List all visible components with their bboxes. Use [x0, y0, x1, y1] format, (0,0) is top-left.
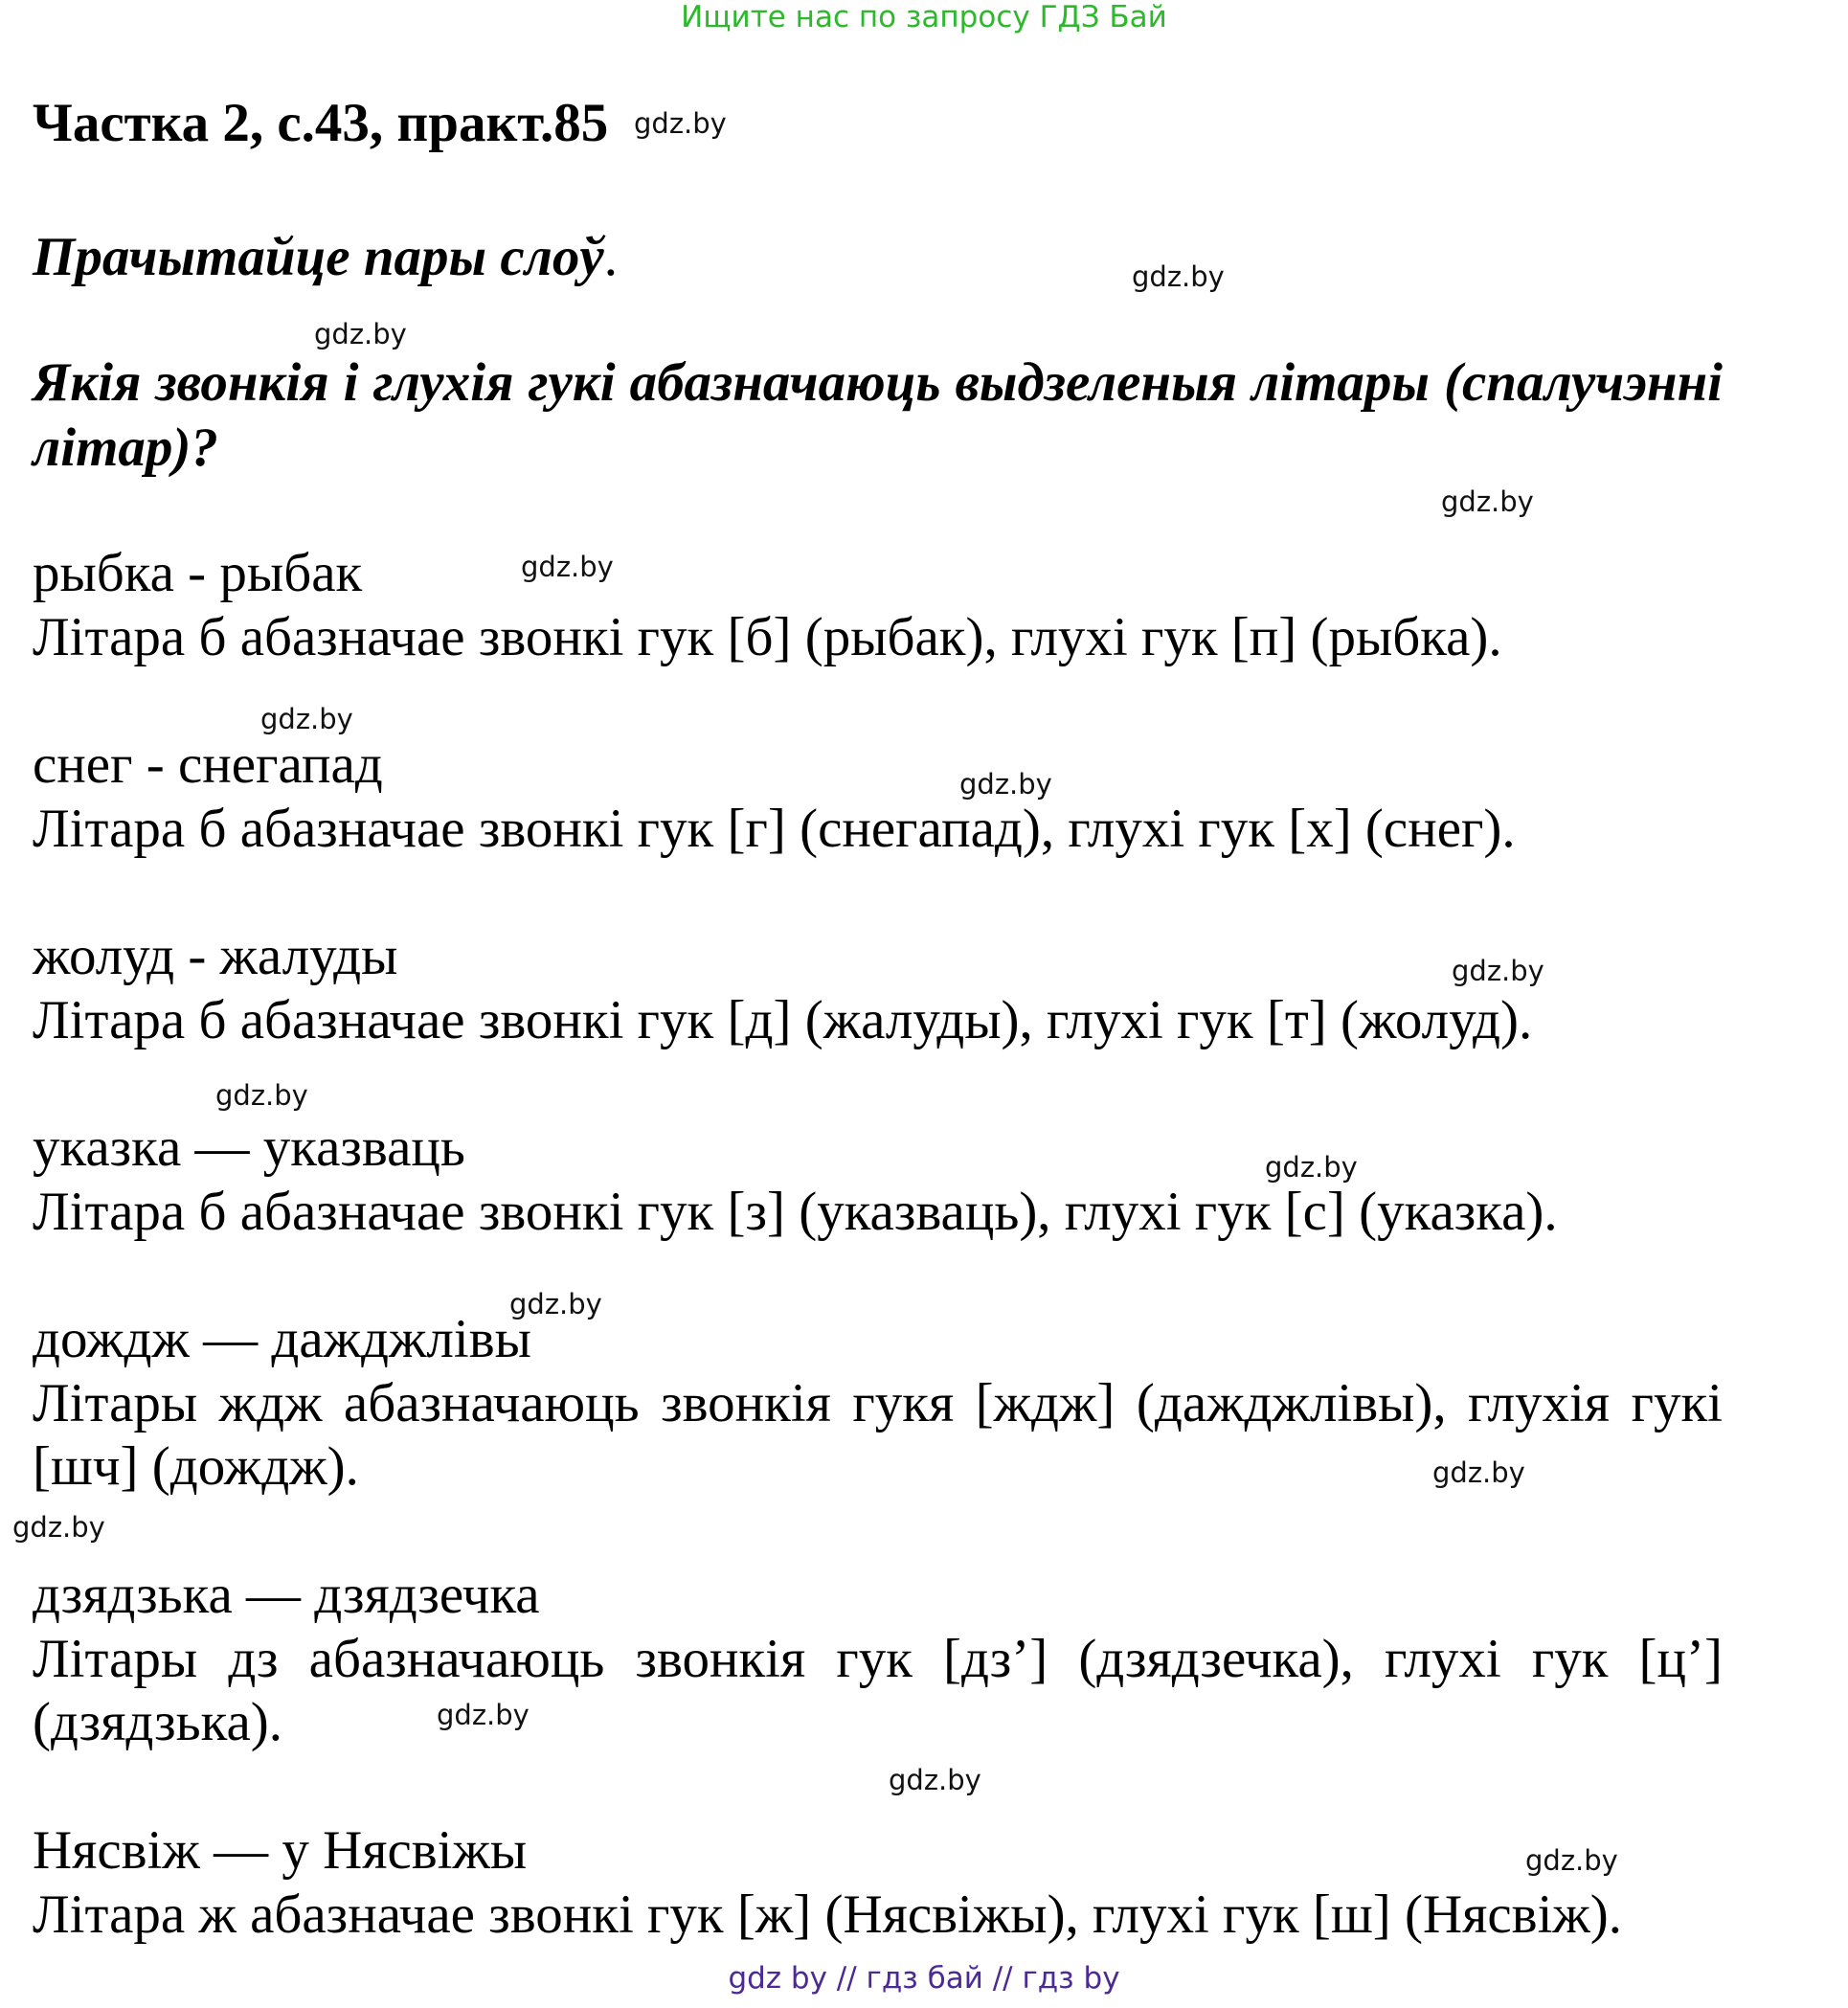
watermark: gdz.by — [1432, 1456, 1525, 1489]
top-banner: Ищите нас по запросу ГДЗ Бай — [681, 0, 1167, 34]
watermark: gdz.by — [509, 1288, 602, 1320]
task-instruction — [33, 226, 618, 289]
word-pair: дзядзька — дзядзечка — [33, 1565, 540, 1625]
watermark: gdz.by — [1441, 485, 1534, 518]
watermark: gdz.by — [634, 107, 727, 140]
answer-text: Літара б абазначае звонкі гук [б] (рыбак), глухі гук [п] (рыбка). — [33, 607, 1502, 667]
task-text: Прачытайце пары слоў — [33, 227, 604, 287]
watermark: gdz.by — [959, 768, 1052, 801]
answer-text: Літара ж абазначае звонкі гук [ж] (Нясвіжы), глухі гук [ш] (Нясвіж). — [33, 1884, 1623, 1945]
task-question: Якія звонкія і глухія гукі абазначаюць выдзеленыя літары (спалучэнні літар)? — [33, 352, 1723, 478]
watermark: gdz.by — [521, 551, 614, 583]
watermark: gdz.by — [437, 1699, 530, 1731]
footer-watermark: gdz by // гдз бай // гдз by — [728, 1961, 1120, 1996]
word-pair: Нясвіж — у Нясвіжы — [33, 1820, 528, 1881]
word-pair: жолуд - жалуды — [33, 926, 398, 986]
watermark: gdz.by — [314, 318, 407, 350]
answer-text: Літары дз абазначаюць звонкія гук [дз’] (дзядзечка), глухі гук [ц’] (дзядзька). — [33, 1629, 1723, 1752]
watermark: gdz.by — [12, 1511, 105, 1544]
word-pair: снег - снегапад — [33, 734, 383, 795]
watermark: gdz.by — [1132, 260, 1225, 293]
watermark: gdz.by — [1452, 955, 1544, 987]
answer-text: Літара б абазначае звонкі гук [д] (жалуды), глухі гук [т] (жолуд). — [33, 990, 1533, 1050]
answer-text: Літара б абазначае звонкі гук [з] (указваць), глухі гук [с] (указка). — [33, 1182, 1558, 1242]
watermark: gdz.by — [889, 1764, 981, 1796]
answer-text: Літара б абазначае звонкі гук [г] (снегапад), глухі гук [х] (снег). — [33, 799, 1516, 859]
word-pair: указка — указваць — [33, 1117, 465, 1178]
watermark: gdz.by — [260, 703, 353, 735]
word-pair: рыбка - рыбак — [33, 543, 363, 603]
watermark: gdz.by — [1525, 1844, 1618, 1877]
answer-text: Літары ждж абазначаюць звонкія гукя [ждж] (дажджлівы), глухія гукі [шч] (дождж). — [33, 1373, 1723, 1497]
page-title: Частка 2, с.43, практ.85 — [33, 93, 609, 153]
task-period: . — [603, 227, 618, 287]
word-pair: дождж — дажджлівы — [33, 1309, 531, 1369]
watermark: gdz.by — [1265, 1151, 1358, 1184]
watermark: gdz.by — [215, 1079, 308, 1112]
